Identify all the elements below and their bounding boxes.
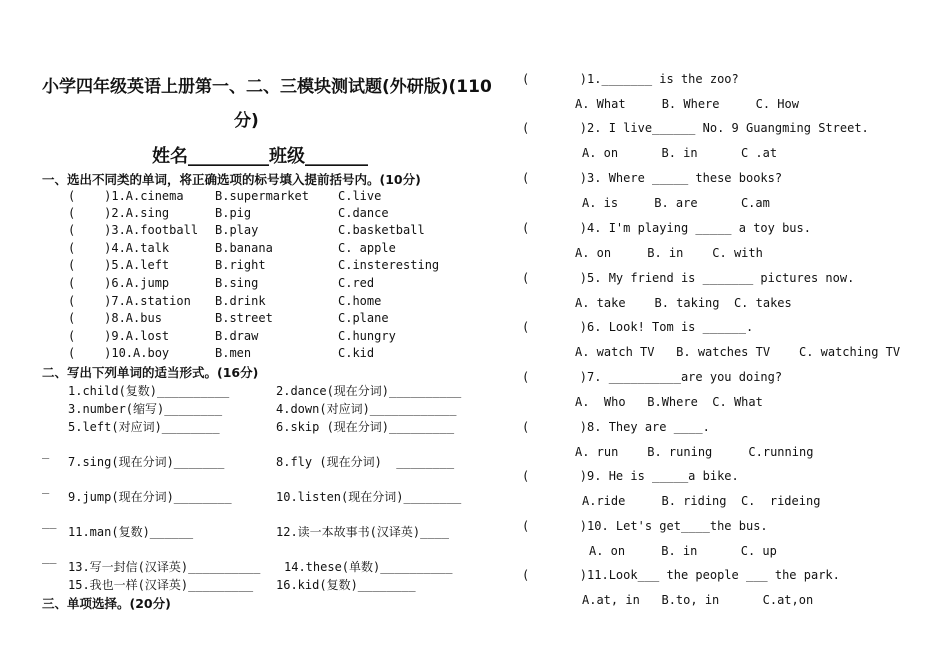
word-form-item: 14.these(单数)__________ (284, 560, 453, 574)
option-b: B.sing (215, 276, 259, 290)
question-number-option-a: ( )3.A.football (68, 223, 199, 237)
option-c: C.plane (338, 311, 389, 325)
mc-question: ( )11.Look___ the people ___ the park. (522, 568, 840, 582)
question-number-option-a: ( )1.A.cinema (68, 189, 184, 203)
mc-question: ( )1._______ is the zoo? (522, 72, 739, 86)
page-title-line2: 分) (234, 111, 259, 131)
question-number-option-a: ( )6.A.jump (68, 276, 170, 290)
question-number-option-a: ( )2.A.sing (68, 206, 170, 220)
option-c: C.insteresting (338, 258, 440, 272)
word-form-item: 9.jump(现在分词)________ (68, 490, 232, 504)
option-b: B.pig (215, 206, 252, 220)
mc-question: ( )3. Where _____ these books? (522, 171, 783, 185)
mc-options: A. on B. in C. with (575, 246, 763, 260)
mc-options: A. take B. taking C. takes (575, 296, 792, 310)
mc-options: A. watch TV B. watches TV C. watching TV (575, 345, 901, 359)
mc-options: A. What B. Where C. How (575, 97, 799, 111)
mc-question: ( )7. __________are you doing? (522, 370, 783, 384)
mc-options: A. run B. runing C.running (575, 445, 814, 459)
option-b: B.men (215, 346, 252, 360)
word-form-item: 13.写一封信(汉译英)__________ (68, 560, 261, 574)
mc-options: A. on B. in C. up (589, 544, 777, 558)
mc-options: A.ride B. riding C. rideing (582, 494, 821, 508)
mc-question: ( )2. I live______ No. 9 Guangming Street. (522, 121, 869, 135)
word-form-item: 11.man(复数)______ (68, 525, 194, 539)
mc-options: A.at, in B.to, in C.at,on (582, 593, 814, 607)
word-form-item: 2.dance(现在分词)__________ (276, 384, 462, 398)
option-b: B.play (215, 223, 259, 237)
word-form-item: 12.读一本故事书(汉译英)____ (276, 525, 450, 539)
option-b: B.drink (215, 294, 266, 308)
section3-heading: 三、单项选择。(20分) (42, 596, 171, 611)
page-title-line1: 小学四年级英语上册第一、二、三模块测试题(外研版)(110 (42, 77, 492, 97)
option-c: C.hungry (338, 329, 396, 343)
word-form-item: 15.我也一样(汉译英)_________ (68, 578, 254, 592)
word-form-item: 8.fly (现在分词) ________ (276, 455, 455, 469)
mc-options: A. is B. are C.am (582, 196, 770, 210)
section1-heading: 一、选出不同类的单词，将正确选项的标号填入提前括号内。(10分) (42, 172, 421, 187)
mc-question: ( )4. I'm playing _____ a toy bus. (522, 221, 811, 235)
mc-question: ( )6. Look! Tom is ______. (522, 320, 754, 334)
mc-question: ( )10. Let's get____the bus. (522, 519, 768, 533)
overflow-mark: __ (42, 550, 57, 564)
question-number-option-a: ( )8.A.bus (68, 311, 162, 325)
question-number-option-a: ( )4.A.talk (68, 241, 170, 255)
option-c: C.dance (338, 206, 389, 220)
question-number-option-a: ( )9.A.lost (68, 329, 170, 343)
name-class-line: 姓名_________班级_______ (152, 146, 368, 167)
mc-question: ( )5. My friend is _______ pictures now. (522, 271, 855, 285)
option-c: C.live (338, 189, 382, 203)
overflow-mark: _ (42, 445, 50, 459)
word-form-item: 6.skip (现在分词)_________ (276, 420, 455, 434)
overflow-mark: __ (42, 515, 57, 529)
mc-question: ( )9. He is _____a bike. (522, 469, 739, 483)
option-b: B.banana (215, 241, 273, 255)
question-number-option-a: ( )5.A.left (68, 258, 170, 272)
option-c: C.kid (338, 346, 375, 360)
option-c: C. apple (338, 241, 396, 255)
option-c: C.red (338, 276, 375, 290)
mc-question: ( )8. They are ____. (522, 420, 710, 434)
question-number-option-a: ( )7.A.station (68, 294, 191, 308)
option-b: B.supermarket (215, 189, 309, 203)
option-b: B.right (215, 258, 266, 272)
mc-options: A. Who B.Where C. What (575, 395, 763, 409)
word-form-item: 16.kid(复数)________ (276, 578, 416, 592)
question-number-option-a: ( )10.A.boy (68, 346, 170, 360)
option-c: C.home (338, 294, 382, 308)
mc-options: A. on B. in C .at (582, 146, 778, 160)
word-form-item: 10.listen(现在分词)________ (276, 490, 462, 504)
option-b: B.street (215, 311, 273, 325)
option-b: B.draw (215, 329, 259, 343)
word-form-item: 3.number(缩写)________ (68, 402, 223, 416)
option-c: C.basketball (338, 223, 425, 237)
section2-heading: 二、写出下列单词的适当形式。(16分) (42, 365, 259, 380)
word-form-item: 1.child(复数)__________ (68, 384, 230, 398)
overflow-mark: _ (42, 480, 50, 494)
word-form-item: 7.sing(现在分词)_______ (68, 455, 225, 469)
word-form-item: 4.down(对应词)____________ (276, 402, 457, 416)
word-form-item: 5.left(对应词)________ (68, 420, 220, 434)
